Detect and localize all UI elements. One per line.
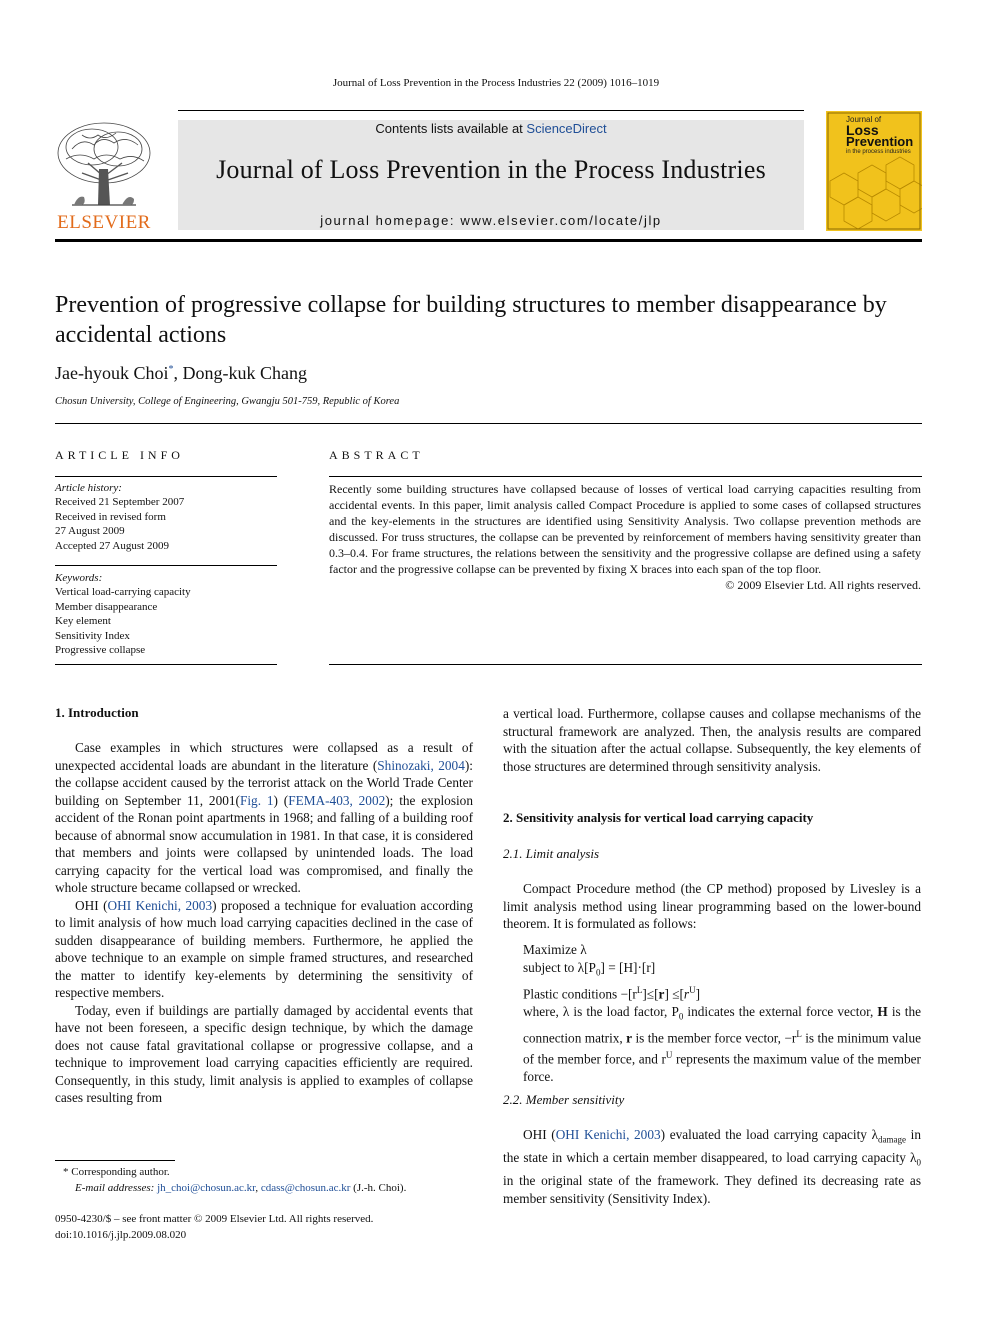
sciencedirect-link[interactable]: ScienceDirect	[526, 121, 607, 136]
text-run: OHI (	[75, 897, 108, 913]
footnote-mark: *	[63, 1166, 69, 1178]
header-rule-thick	[55, 239, 922, 242]
footnote-line: E-mail addresses: jh_choi@chosun.ac.kr, cdass@chosun.ac.kr (J.-h. Choi).	[75, 1181, 407, 1194]
cover-line2: Loss	[846, 122, 879, 138]
citation-link[interactable]: OHI Kenichi, 2003	[555, 1127, 661, 1142]
text-run: OHI (	[523, 1127, 556, 1142]
journal-homepage[interactable]: journal homepage: www.elsevier.com/locate/jlp	[320, 213, 662, 228]
abstract-text: Recently some building structures have collapsed because of losses of vertical load carrying capacities resulting from accidental events. In this paper, limit analysis called Compact Procedure is applied to some cases of collapsed structures and the key-elements in the structures are identified using Sensitivity Analysis. Two collapse prevention methods are discussed. For truss structures, the collapse can be prevented by reinforcement of members having sensitivity greater than 0.3–0.4. For frame structures, the relations between the sensitivity and the progressive collapse are defined using a safety factor and the progressive collapse can be prevented by fixing X braces into each span of the top floor.	[329, 482, 921, 576]
lp-formulation	[523, 941, 921, 1085]
text-run: where, λ is the load factor, P	[523, 1003, 679, 1019]
cover-line3: Prevention	[846, 134, 914, 149]
footer-identifiers	[55, 1212, 373, 1243]
text-run: (J.-h. Choi).	[350, 1181, 407, 1194]
subsection-heading: 2.1. Limit analysis	[503, 846, 600, 861]
text-run: ); the explosion accident of the Ronan point apartments in 1968; and falling of a building roof because of abnormal snow accumulation in 1981. In that case, it is considered that members and joints were collapsed by unintended loads. The load carrying capacity for the vertical load was compromised, and finally the whole structure became collapsed or wrecked.	[55, 792, 473, 895]
text-run: is the member force vector, −r	[632, 1030, 797, 1046]
intro-text	[55, 739, 473, 1107]
text-run: is the minimum value of the member force, and r	[523, 1030, 922, 1067]
text-run: ) proposed a technique for evaluation according to limit analysis of how much load carrying capacities declined in the case of sudden disappearance of building members. Furthermore, he applied the above technique to an example on simple framed structures, and researched the matter to identify key-elements by determining the sensitivity of respective members.	[55, 897, 473, 1000]
doi-line[interactable]: doi:10.1016/j.jlp.2009.08.020	[55, 1228, 187, 1241]
text-run: ) (	[273, 792, 289, 808]
text-run: E-mail addresses:	[75, 1181, 158, 1194]
contents-prefix: Contents lists available at	[375, 121, 527, 136]
section-heading: 1. Introduction	[55, 705, 139, 720]
cover-line1: Journal of	[846, 115, 882, 124]
text-run: Maximize λ	[523, 942, 587, 957]
formula-line: Plastic conditions $-[r^L]\le[r] \le[r^U]$	[523, 984, 701, 1002]
footnote-rule	[55, 1160, 175, 1161]
citation-link[interactable]: FEMA-403, 2002	[288, 792, 386, 808]
history-label: Article history:	[55, 482, 122, 494]
formula-line: subject to $\lambda[P_0] = [H]\cdot[r]$	[523, 959, 656, 978]
paragraph	[55, 739, 473, 897]
text-run: represents the maximum value of the member force.	[523, 1051, 921, 1084]
elsevier-tree-icon	[52, 119, 156, 211]
abstract-rule	[329, 476, 922, 477]
text-run: in the state in which a certain member disappeared, to load carrying capacity λ	[503, 1127, 921, 1166]
formula-line	[523, 941, 921, 959]
article-info-bottom-rule	[55, 664, 277, 665]
text-run: ] = [H]·[r]	[600, 959, 656, 975]
author-name: Dong-kuk Chang	[182, 363, 307, 383]
text-run: in the original state of the framework. They defined its decreasing rate as member sensitivity (Sensitivity Index).	[503, 1173, 921, 1206]
text-run: is the connection matrix,	[523, 1003, 921, 1046]
text-run: ) evaluated the load carrying capacity λ	[660, 1127, 879, 1142]
keywords	[55, 571, 277, 657]
journal-cover	[826, 111, 922, 231]
history-item: Accepted 27 August 2009	[55, 539, 169, 552]
article-info-rule	[55, 476, 277, 477]
elsevier-wordmark: ELSEVIER	[57, 212, 151, 233]
history-item: Received in revised form	[55, 510, 166, 523]
author-separator: ,	[173, 363, 183, 383]
abstract-body	[329, 481, 921, 593]
article-history	[55, 481, 277, 553]
text-run: ): the collapse accident caused by the terrorist attack on the World Trade Center building on September 11, 2001(	[55, 757, 473, 808]
subsection-heading: 2.2. Member sensitivity	[503, 1092, 625, 1107]
affiliation: Chosun University, College of Engineering, Gwangju 501-759, Republic of Korea	[55, 396, 400, 407]
text-run: Plastic conditions −[r	[523, 986, 637, 1002]
keyword-item: Progressive collapse	[55, 644, 146, 657]
history-item: Received 21 September 2007	[55, 496, 185, 509]
keywords-label: Keywords:	[55, 572, 103, 584]
corresponding-mark[interactable]: *	[168, 364, 174, 375]
keyword-item: Key element	[55, 615, 111, 628]
contents-line	[178, 121, 804, 136]
citation-link[interactable]: OHI Kenichi, 2003	[107, 897, 213, 913]
article-title: Prevention of progressive collapse for building structures to member disappearance by accidental actions	[55, 292, 887, 348]
history-item: 27 August 2009	[55, 525, 125, 538]
paragraph: Today, even if buildings are partially damaged by accidental events that have not been foreseen, a specific design technique, by which the damage does not cause fatal gravitational collapse or progressive collapse, and a technique to improvement load carrying capacities efficiently are required. Consequently, in this study, limit analysis is applied to examples of collapse cases resulting from	[55, 1002, 473, 1105]
cover-line4: in the process industries	[846, 149, 911, 155]
footnote-line	[55, 1165, 485, 1181]
issn-line: 0950-4230/$ – see front matter © 2009 Elsevier Ltd. All rights reserved.	[55, 1213, 374, 1225]
keyword-item: Sensitivity Index	[55, 629, 130, 642]
header-rule-top	[178, 110, 804, 111]
formula-explanation: where, λ is the load factor, $P_0$ indicates the external force vector, H is the connection matrix, r is the member force vector, $-r^L$ is the minimum value of the member force, and $r^U$ represents the maximum value of the member force.	[523, 1003, 922, 1084]
title-bottom-rule	[55, 423, 922, 424]
text-run: subject to λ[P	[523, 959, 596, 975]
paragraph: OHI (OHI Kenichi, 2003) evaluated the load carrying capacity $\lambda_{damage}$ in the state in which a certain member disappeared, to load carrying capacity $\lambda_0$ in the original state of the framework. They defined its decreasing rate as member sensitivity (Sensitivity Index).	[503, 1127, 921, 1206]
paragraph	[55, 897, 473, 1002]
running-head: Journal of Loss Prevention in the Process Industries 22 (2009) 1016–1019	[332, 77, 660, 89]
text-run: Corresponding author.	[71, 1166, 170, 1178]
footnote	[55, 1165, 485, 1196]
abstract-copyright: © 2009 Elsevier Ltd. All rights reserved.	[725, 578, 921, 592]
keyword-item: Member disappearance	[55, 600, 158, 613]
text-run: indicates the external force vector,	[683, 1003, 878, 1019]
keywords-rule	[55, 565, 277, 566]
abstract-heading: ABSTRACT	[329, 448, 424, 462]
figure-link[interactable]: Fig. 1	[239, 792, 274, 808]
email-link[interactable]: jh_choi@chosun.ac.kr	[157, 1181, 256, 1194]
citation-link[interactable]: Shinozaki, 2004	[377, 757, 465, 773]
abstract-bottom-rule	[329, 664, 922, 665]
paragraph	[503, 880, 921, 933]
email-link[interactable]: cdass@chosun.ac.kr	[260, 1181, 351, 1194]
article-info-heading: ARTICLE INFO	[55, 448, 184, 462]
journal-title: Journal of Loss Prevention in the Process Industries	[216, 155, 766, 184]
section-heading: 2. Sensitivity analysis for vertical load carrying capacity	[503, 810, 814, 825]
author-name: Jae-hyouk Choi	[55, 363, 169, 383]
text-run: Compact Procedure method (the CP method) proposed by Livesley is a limit analysis method using linear programming based on the lower-bound theorem. It is formulated as follows:	[503, 881, 921, 931]
keyword-item: Vertical load-carrying capacity	[55, 586, 191, 599]
text-run: Case examples in which structures were collapsed as a result of unexpected accidental loads are abundant in the literature (	[55, 740, 473, 773]
intro-continuation: a vertical load. Furthermore, collapse causes and collapse mechanisms of the structural framework are analyzed. Then, the analysis results are compared with the situation after the actual collapse. Subsequently, the key elements of those structures are determined through sensitivity analysis.	[503, 706, 921, 774]
author-list	[55, 363, 307, 384]
